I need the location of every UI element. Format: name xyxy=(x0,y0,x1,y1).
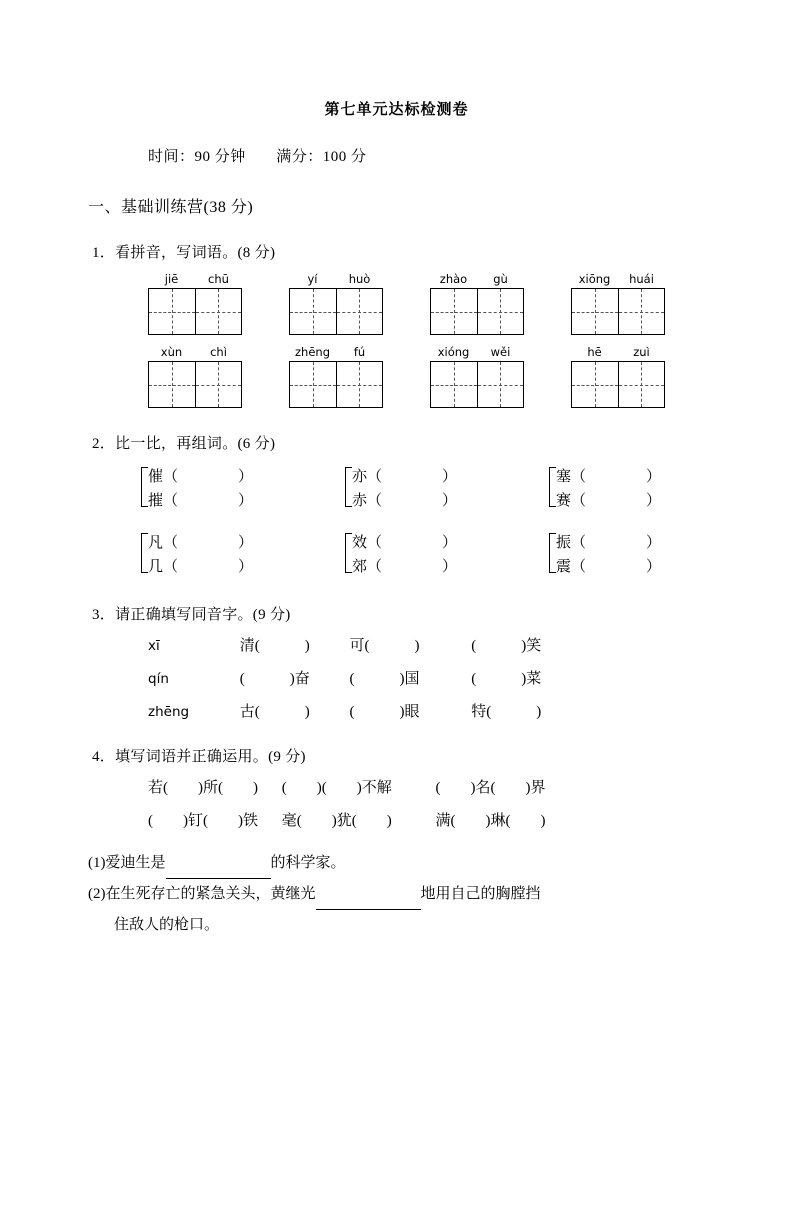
score-label: 满分：100 分 xyxy=(276,149,367,165)
brace-bracket xyxy=(549,533,556,573)
answer-paren[interactable]: （ ） xyxy=(367,493,458,509)
answer-blank[interactable] xyxy=(166,848,271,879)
pinyin-group xyxy=(430,345,524,408)
homophone-slot[interactable]: 特( ) xyxy=(471,704,542,720)
pinyin-syllable: huái xyxy=(629,272,654,286)
tianzige-cell xyxy=(195,289,241,334)
compare-item xyxy=(148,531,324,555)
pinyin-row xyxy=(148,345,708,408)
compare-char: 凡 xyxy=(148,535,164,551)
compare-item xyxy=(148,465,324,489)
answer-paren[interactable]: （ ） xyxy=(571,559,662,575)
question-4-sentences xyxy=(88,848,793,940)
compare-group xyxy=(556,465,732,513)
compare-char: 赛 xyxy=(556,493,572,509)
pinyin-labels xyxy=(289,272,383,286)
pinyin-group xyxy=(289,345,383,408)
question-3-prompt: 3．请正确填写同音字。(9 分) xyxy=(92,607,291,623)
tianzige-box[interactable] xyxy=(430,361,524,408)
pinyin-labels xyxy=(430,272,524,286)
homophone-slot[interactable]: ( )菜 xyxy=(471,671,542,687)
pinyin-syllable: hē xyxy=(587,345,602,359)
pinyin-group xyxy=(148,272,242,335)
homophone-slot[interactable]: 古( ) xyxy=(239,704,310,720)
pinyin-syllable: zhēng xyxy=(295,345,330,359)
compare-row xyxy=(148,531,793,579)
idiom-slot[interactable]: 毫( )犹( ) xyxy=(281,813,392,829)
compare-char: 郊 xyxy=(352,559,368,575)
pinyin-syllable: chì xyxy=(210,345,227,359)
pinyin-labels xyxy=(148,345,242,359)
answer-paren[interactable]: （ ） xyxy=(163,559,254,575)
tianzige-cell xyxy=(336,362,382,407)
answer-paren[interactable]: （ ） xyxy=(571,469,662,485)
exam-meta xyxy=(148,145,793,166)
compare-char: 震 xyxy=(556,559,572,575)
sentence-2-continued xyxy=(88,910,793,940)
compare-item xyxy=(556,489,732,513)
compare-char: 塞 xyxy=(556,469,572,485)
pinyin-labels xyxy=(430,345,524,359)
compare-char: 效 xyxy=(352,535,368,551)
compare-group xyxy=(352,465,528,513)
compare-char: 赤 xyxy=(352,493,368,509)
pinyin-group xyxy=(571,272,665,335)
compare-char: 摧 xyxy=(148,493,164,509)
tianzige-box[interactable] xyxy=(148,361,242,408)
pinyin-row xyxy=(148,272,708,335)
compare-item xyxy=(148,555,324,579)
answer-paren[interactable]: （ ） xyxy=(367,559,458,575)
tianzige-cell xyxy=(195,362,241,407)
pinyin-group xyxy=(571,345,665,408)
tianzige-box[interactable] xyxy=(148,288,242,335)
sentence-suffix: 地用自己的胸膛挡 xyxy=(420,886,541,902)
tianzige-box[interactable] xyxy=(571,361,665,408)
pinyin-labels xyxy=(571,272,665,286)
homophone-row xyxy=(148,667,793,688)
question-2-prompt: 2．比一比，再组词。(6 分) xyxy=(92,436,276,452)
brace-bracket xyxy=(141,533,148,573)
pinyin-syllable: wěi xyxy=(490,345,511,359)
tianzige-box[interactable] xyxy=(289,288,383,335)
compare-item xyxy=(352,531,528,555)
homophone-row xyxy=(148,634,793,655)
exam-paper-page xyxy=(0,98,793,1220)
homophone-slot[interactable]: 清( ) xyxy=(239,638,310,654)
answer-paren[interactable]: （ ） xyxy=(367,469,458,485)
pinyin-syllable: xiōng xyxy=(578,272,611,286)
idiom-slot[interactable]: ( )钉( )铁 xyxy=(148,813,258,829)
brace-bracket xyxy=(345,533,352,573)
pinyin-syllable: gù xyxy=(493,272,508,286)
idiom-row xyxy=(148,776,793,797)
pinyin-syllable: chū xyxy=(208,272,229,286)
pinyin-syllable: xùn xyxy=(160,345,183,359)
question-1-grid xyxy=(148,272,708,408)
question-1-prompt: 1．看拼音，写词语。(8 分) xyxy=(92,245,276,261)
homophone-slot[interactable]: ( )国 xyxy=(349,671,420,687)
tianzige-cell xyxy=(477,362,523,407)
pinyin-syllable: jiē xyxy=(164,272,179,286)
pinyin-group xyxy=(148,345,242,408)
sentence-1 xyxy=(88,848,793,879)
pinyin-group xyxy=(430,272,524,335)
tianzige-cell xyxy=(477,289,523,334)
idiom-slot[interactable]: 若( )所( ) xyxy=(148,780,258,796)
tianzige-cell xyxy=(431,289,477,334)
pinyin-group xyxy=(289,272,383,335)
pinyin-syllable: xióng xyxy=(437,345,470,359)
tianzige-cell xyxy=(572,362,618,407)
sentence-prefix: (2)在生死存亡的紧急关头，黄继光 xyxy=(88,886,316,902)
pinyin-labels xyxy=(148,272,242,286)
tianzige-cell xyxy=(431,362,477,407)
idiom-slot[interactable]: 满( )琳( ) xyxy=(435,813,546,829)
pinyin-syllable: zhào xyxy=(439,272,468,286)
pinyin-labels xyxy=(289,345,383,359)
idiom-slot[interactable]: ( )( )不解 xyxy=(281,780,392,796)
pinyin-syllable: fú xyxy=(353,345,366,359)
compare-group xyxy=(148,465,324,513)
pinyin-syllable: zuì xyxy=(633,345,650,359)
compare-group xyxy=(556,531,732,579)
question-4-rows xyxy=(148,776,793,830)
compare-item xyxy=(556,531,732,555)
compare-item xyxy=(556,555,732,579)
question-4-prompt: 4．填写词语并正确运用。(9 分) xyxy=(92,749,306,765)
idiom-slot[interactable]: ( )名( )界 xyxy=(435,780,546,796)
question-2-groups xyxy=(148,465,793,579)
tianzige-cell xyxy=(290,289,336,334)
compare-item xyxy=(352,465,528,489)
answer-paren[interactable]: （ ） xyxy=(571,493,662,509)
page-title: 第七单元达标检测卷 xyxy=(324,102,469,118)
tianzige-cell xyxy=(618,289,664,334)
pinyin-syllable: yí xyxy=(307,272,318,286)
answer-paren[interactable]: （ ） xyxy=(163,535,254,551)
compare-item xyxy=(556,465,732,489)
pinyin-label: qín xyxy=(148,671,169,687)
compare-group xyxy=(352,531,528,579)
idiom-row xyxy=(148,809,793,830)
question-3-rows xyxy=(148,634,793,721)
sentence-prefix: (1)爱迪生是 xyxy=(88,855,166,871)
compare-char: 催 xyxy=(148,469,164,485)
sentence-suffix: 的科学家。 xyxy=(270,855,346,871)
homophone-row xyxy=(148,700,793,721)
sentence-continuation: 住敌人的枪口。 xyxy=(114,917,220,933)
answer-blank[interactable] xyxy=(316,879,421,910)
answer-paren[interactable]: （ ） xyxy=(163,493,254,509)
answer-paren[interactable]: （ ） xyxy=(571,535,662,551)
sentence-2 xyxy=(88,879,793,910)
homophone-slot[interactable]: 可( ) xyxy=(349,638,420,654)
brace-bracket xyxy=(345,467,352,507)
compare-item xyxy=(352,555,528,579)
pinyin-syllable: huò xyxy=(348,272,371,286)
tianzige-box[interactable] xyxy=(571,288,665,335)
compare-item xyxy=(148,489,324,513)
tianzige-cell xyxy=(149,289,195,334)
section-heading-1: 一、基础训练营(38 分) xyxy=(88,199,254,216)
tianzige-box[interactable] xyxy=(430,288,524,335)
compare-char: 几 xyxy=(148,559,164,575)
brace-bracket xyxy=(549,467,556,507)
compare-item xyxy=(352,489,528,513)
pinyin-label: xī xyxy=(148,638,160,654)
tianzige-cell xyxy=(336,289,382,334)
tianzige-cell xyxy=(618,362,664,407)
tianzige-cell xyxy=(149,362,195,407)
time-label: 时间：90 分钟 xyxy=(148,149,246,165)
tianzige-box[interactable] xyxy=(289,361,383,408)
tianzige-cell xyxy=(290,362,336,407)
compare-group xyxy=(148,531,324,579)
compare-row xyxy=(148,465,793,513)
homophone-slot[interactable]: ( )眼 xyxy=(349,704,420,720)
pinyin-label: zhēng xyxy=(148,704,190,720)
pinyin-labels xyxy=(571,345,665,359)
answer-paren[interactable]: （ ） xyxy=(163,469,254,485)
homophone-slot[interactable]: ( )笑 xyxy=(471,638,542,654)
tianzige-cell xyxy=(572,289,618,334)
brace-bracket xyxy=(141,467,148,507)
homophone-slot[interactable]: ( )奋 xyxy=(239,671,310,687)
compare-char: 亦 xyxy=(352,469,368,485)
answer-paren[interactable]: （ ） xyxy=(367,535,458,551)
compare-char: 振 xyxy=(556,535,572,551)
